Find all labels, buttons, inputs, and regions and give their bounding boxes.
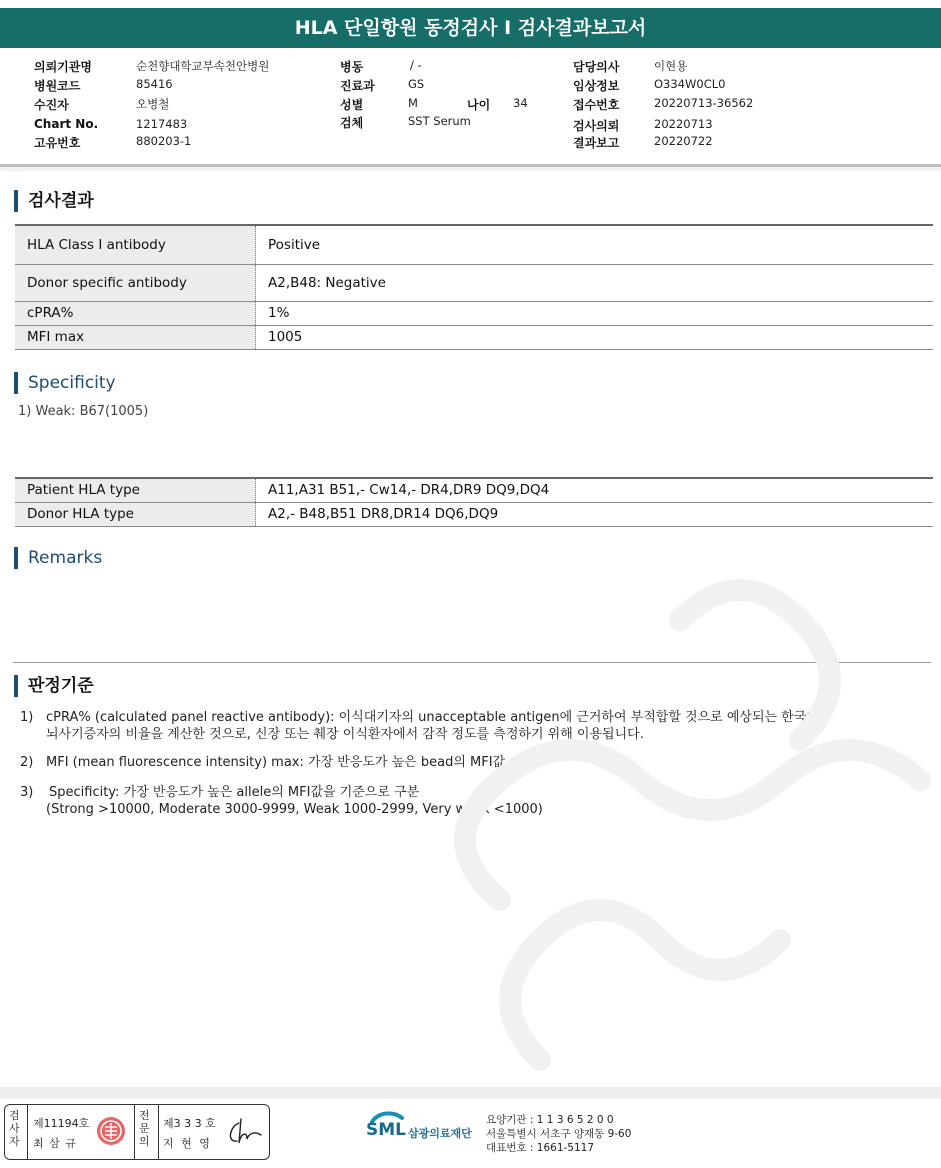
info-label: 고유번호 — [34, 136, 81, 150]
signer-license: 제11194호 — [33, 1117, 90, 1130]
signer-name: 지 현 영 — [163, 1137, 212, 1150]
report-title: HLA 단일항원 동정검사 I 검사결과보고서 — [0, 8, 941, 48]
info-label: 병원코드 — [34, 79, 81, 93]
org-line: 요양기관 : 1 1 3 6 5 2 0 0 — [486, 1114, 614, 1126]
result-value: A2,B48: Negative — [268, 274, 386, 291]
criteria-line: MFI (mean fluorescence intensity) max: 가장 반응도가 높은 bead의 MFI값 — [46, 755, 506, 770]
info-label: 검체 — [340, 116, 364, 130]
hla-label: Donor HLA type — [15, 502, 256, 526]
specificity-heading: Specificity — [14, 372, 116, 394]
info-value: GS — [408, 77, 425, 91]
criteria-num: 1) — [20, 710, 34, 725]
result-value: 1% — [268, 305, 290, 321]
signer-license: 제3 3 3 호 — [163, 1117, 216, 1130]
logo-mark: SML — [366, 1120, 406, 1140]
org-line: 서울특별시 서초구 양재동 9-60 — [486, 1128, 632, 1140]
result-label: MFI max — [15, 325, 256, 349]
signature-box — [4, 1104, 270, 1160]
signer-role: 검사자 — [9, 1109, 20, 1148]
info-value: 20220713 — [654, 117, 713, 131]
table-row — [15, 325, 933, 349]
criteria-line: Specificity: 가장 반응도가 높은 allele의 MFI값을 기준으로 구분 — [49, 785, 420, 800]
info-label: 담당의사 — [573, 60, 620, 74]
signer-divider — [27, 1105, 28, 1159]
info-value: 순천향대학교부속천안병원 — [136, 59, 270, 73]
info-value: 20220713-36562 — [654, 96, 754, 110]
info-label: 검사의뢰 — [573, 119, 620, 133]
handwritten-signature-icon — [225, 1117, 263, 1147]
info-value: 85416 — [136, 77, 173, 91]
info-value: 이현용 — [654, 59, 688, 73]
org-line: 대표번호 : 1661-5117 — [486, 1142, 595, 1154]
specificity-text: 1) Weak: B67(1005) — [18, 404, 149, 419]
info-label: 수진자 — [34, 98, 69, 112]
signer-divider — [134, 1105, 135, 1159]
table-row — [15, 478, 933, 502]
info-label: 진료과 — [340, 79, 375, 93]
hla-label: Patient HLA type — [15, 478, 256, 502]
results-table — [15, 224, 933, 350]
hla-value: A2,- B48,B51 DR8,DR14 DQ6,DQ9 — [268, 506, 499, 522]
criteria-heading: 판정기준 — [14, 675, 94, 697]
logo-name: 삼광의료재단 — [408, 1127, 472, 1140]
info-value: 34 — [513, 96, 528, 110]
info-label: Chart No. — [34, 117, 99, 131]
remarks-heading: Remarks — [14, 547, 102, 569]
table-row — [15, 301, 933, 325]
result-label: HLA Class I antibody — [15, 225, 256, 264]
criteria-line: (Strong >10000, Moderate 3000-9999, Weak 1000-2999, Very weak <1000) — [46, 802, 543, 817]
info-value: SST Serum — [408, 114, 471, 128]
info-label: 임상정보 — [573, 79, 620, 93]
info-label: 나이 — [467, 98, 491, 112]
criteria-line: 뇌사기증자의 비율을 계산한 것으로, 신장 또는 췌장 이식환자에서 감작 정도를 측정하기 위해 이용됩니다. — [46, 727, 644, 742]
info-label: 병동 — [340, 60, 364, 74]
results-heading: 검사결과 — [14, 190, 94, 212]
info-value: 20220722 — [654, 134, 713, 148]
footer-band — [0, 1087, 941, 1099]
criteria-line: cPRA% (calculated panel reactive antibody): 이식대기자의 unacceptable antigen에 근거하여 부적합할 것으로 예상되는 한국인 — [46, 710, 819, 725]
criteria-num: 3) — [20, 785, 34, 800]
info-value: 오병철 — [136, 97, 170, 111]
info-label: 의뢰기관명 — [34, 60, 92, 74]
info-label: 접수번호 — [573, 98, 620, 112]
info-value: O334W0CL0 — [654, 77, 726, 91]
info-value: M — [408, 96, 418, 110]
info-value: / - — [410, 58, 422, 72]
result-label: cPRA% — [15, 301, 256, 325]
info-label: 결과보고 — [573, 136, 620, 150]
hla-value: A11,A31 B51,- Cw14,- DR4,DR9 DQ9,DQ4 — [268, 482, 550, 499]
result-value: Positive — [268, 236, 321, 253]
info-value: 1217483 — [136, 117, 188, 131]
signer-name: 최 삼 규 — [33, 1137, 77, 1150]
info-value: 880203-1 — [136, 134, 192, 148]
result-value: 1005 — [268, 329, 303, 345]
seal-stamp-icon — [95, 1115, 127, 1147]
result-label: Donor specific antibody — [15, 264, 256, 301]
criteria-num: 2) — [20, 755, 34, 770]
signer-role: 전문의 — [139, 1109, 150, 1148]
info-label: 성별 — [340, 98, 364, 112]
info-divider-shadow — [0, 167, 941, 171]
table-row — [15, 264, 933, 301]
watermark-graphic — [380, 520, 941, 1090]
patient-info — [0, 56, 941, 156]
table-row — [15, 225, 933, 264]
signer-divider — [158, 1105, 159, 1159]
